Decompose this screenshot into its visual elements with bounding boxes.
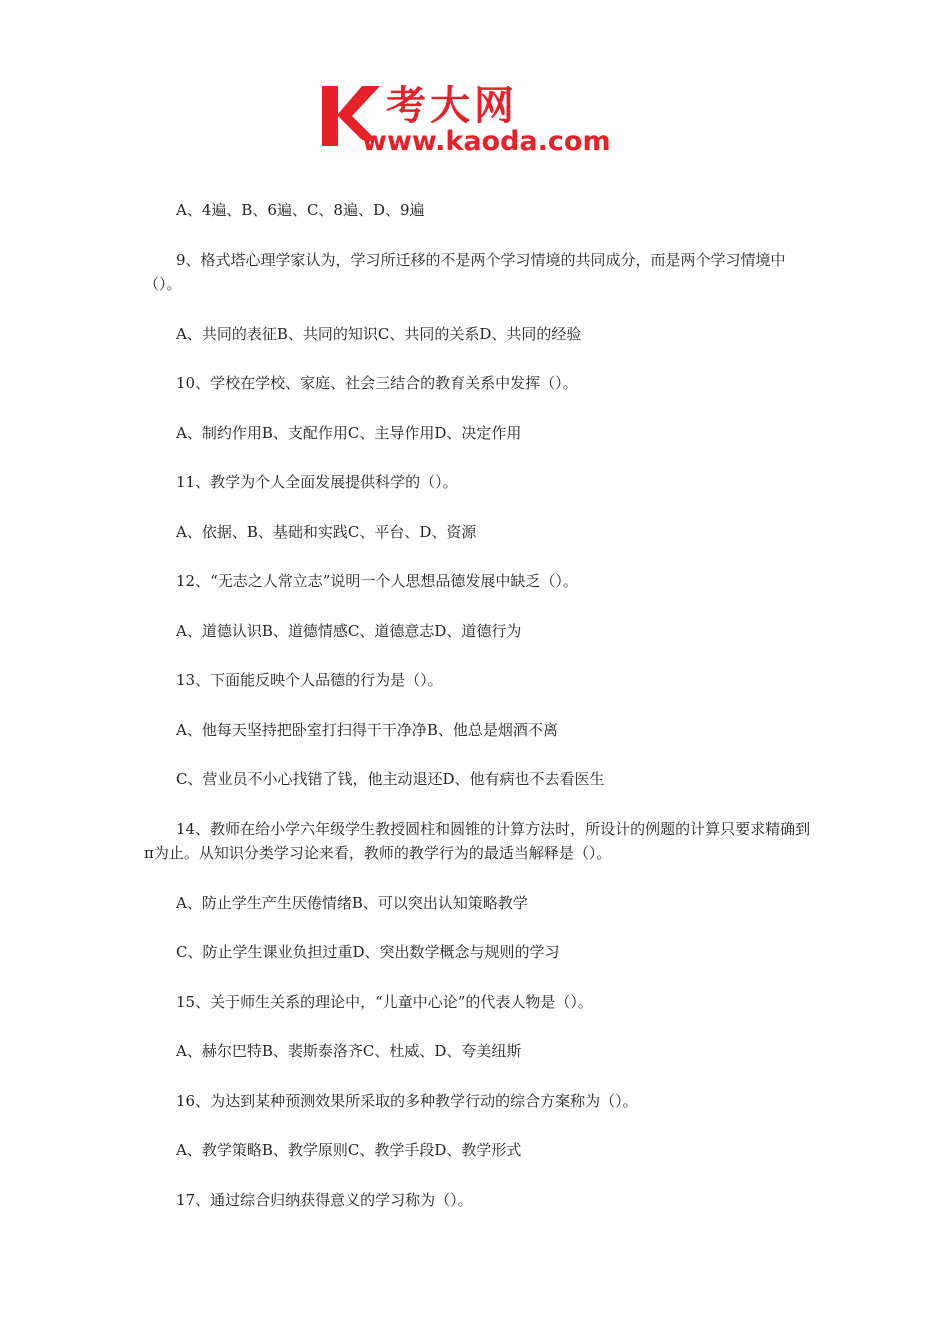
question-text: 9、格式塔心理学家认为，学习所迁移的不是两个学习情境的共同成分，而是两个学习情境中（）。 [144,250,786,293]
answer-options: A、共同的表征B、共同的知识C、共同的关系D、共同的经验 [176,324,582,343]
question-text: 12、“无志之人常立志”说明一个人思想品德发展中缺乏（）。 [176,572,578,590]
answer-options: A、4遍、B、6遍、C、8遍、D、9遍 [176,201,425,219]
question-text: 14、教师在给小学六年级学生教授圆柱和圆锥的计算方法时，所设计的例题的计算只要求精确到π为止。从知识分类学习论来看，教师的教学行为的最适当解释是（）。 [144,819,811,862]
answer-options: C、防止学生课业负担过重D、突出数学概念与规则的学习 [176,943,560,961]
question-text: 15、关于师生关系的理论中，“儿童中心论”的代表人物是（）。 [176,992,593,1011]
question-text: 10、学校在学校、家庭、社会三结合的教育关系中发挥（）。 [176,374,578,392]
answer-options: A、依据、B、基础和实践C、平台、D、资源 [176,522,477,541]
document-body [144,198,814,1212]
logo-brand-text: 考大网 [386,83,518,129]
question-text: 16、为达到某种预测效果所采取的多种教学行动的综合方案称为（）。 [176,1091,638,1110]
answer-options: A、他每天坚持把卧室打扫得干干净净B、他总是烟酒不离 [176,720,558,739]
answer-options: A、教学策略B、教学原则C、教学手段D、教学形式 [176,1141,522,1159]
kaoda-logo [318,80,638,160]
answer-options: C、营业员不小心找错了钱，他主动退还D、他有病也不去看医生 [176,770,605,788]
question-text: 17、通过综合归纳获得意义的学习称为（）。 [176,1190,473,1209]
question-text: 13、下面能反映个人品德的行为是（）。 [176,671,443,689]
answer-options: A、赫尔巴特B、裴斯泰洛齐C、杜威、D、夸美纽斯 [176,1042,522,1060]
question-text: 11、教学为个人全面发展提供科学的（）。 [176,473,458,491]
answer-options: A、制约作用B、支配作用C、主导作用D、决定作用 [176,423,522,442]
logo-url-text: www.kaoda.com [362,126,611,157]
answer-options: A、防止学生产生厌倦情绪B、可以突出认知策略教学 [176,893,528,912]
answer-options: A、道德认识B、道德情感C、道德意志D、道德行为 [176,621,522,640]
